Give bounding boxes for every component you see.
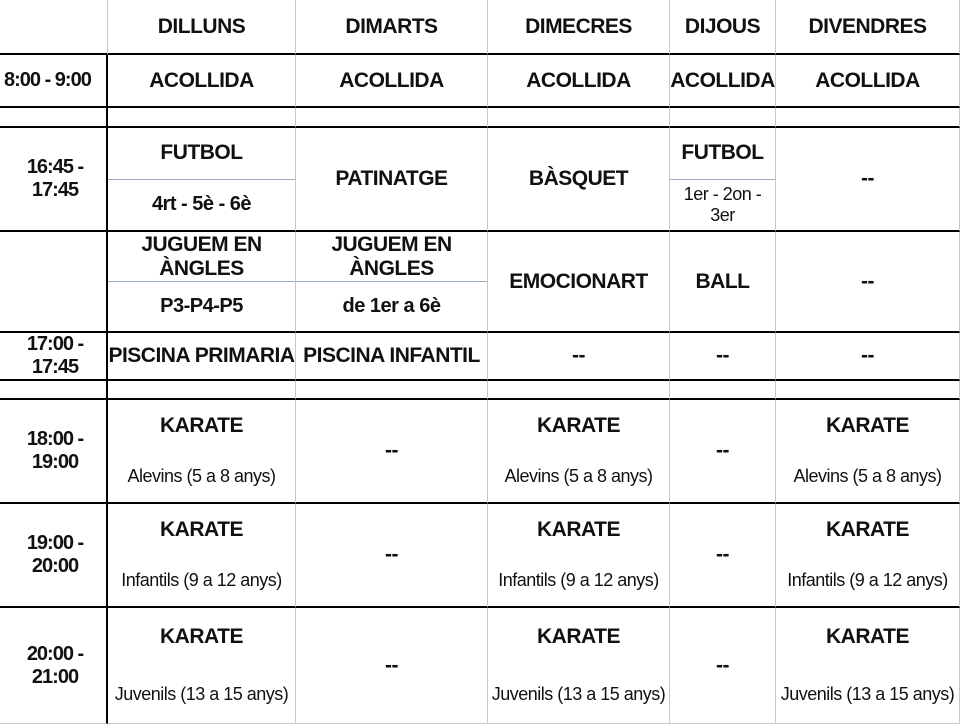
time-cell[interactable]: 16:45 - 17:45 (0, 128, 108, 232)
activity-cell-karate[interactable] (108, 608, 296, 724)
activity-subtitle: 4rt - 5è - 6è (151, 193, 252, 216)
activity-cell[interactable]: -- (776, 333, 960, 381)
activity-title: FUTBOL (108, 128, 295, 180)
activity-cell[interactable]: BÀSQUET (488, 128, 670, 232)
activity-cell[interactable]: PISCINA PRIMARIA (108, 333, 296, 381)
spacer-cell[interactable] (108, 381, 296, 400)
activity-cell-karate[interactable] (108, 504, 296, 608)
activity-cell-karate[interactable] (488, 504, 670, 608)
spacer-cell[interactable] (296, 108, 488, 128)
activity-cell[interactable]: -- (488, 333, 670, 381)
time-cell[interactable]: 8:00 - 9:00 (0, 55, 108, 108)
activity-title: KARATE (160, 517, 243, 541)
header-thursday[interactable]: DIJOUS (670, 0, 776, 55)
activity-title: JUGUEM EN ÀNGLES (296, 232, 487, 282)
activity-title: KARATE (537, 413, 620, 437)
activity-title: KARATE (537, 517, 620, 541)
activity-cell[interactable]: PATINATGE (296, 128, 488, 232)
activity-subtitle: Juvenils (13 a 15 anys) (114, 683, 289, 704)
activity-title: KARATE (826, 517, 909, 541)
spacer-cell[interactable] (296, 381, 488, 400)
activity-title: KARATE (826, 413, 909, 437)
spacer-cell[interactable] (776, 108, 960, 128)
activity-subtitle: P3-P4-P5 (160, 295, 243, 317)
activity-subtitle: 1er - 2on - 3er (683, 183, 762, 225)
activity-title: JUGUEM EN ÀNGLES (108, 232, 295, 282)
activity-cell-karate[interactable] (776, 400, 960, 504)
activity-cell-futbol[interactable] (108, 128, 296, 232)
spacer-cell[interactable] (776, 381, 960, 400)
activity-cell-karate[interactable] (776, 504, 960, 608)
activity-cell[interactable]: PISCINA INFANTIL (296, 333, 488, 381)
activity-cell[interactable]: -- (296, 400, 488, 504)
activity-cell-karate[interactable] (488, 400, 670, 504)
activity-cell[interactable]: ACOLLIDA (776, 55, 960, 108)
time-cell[interactable]: 19:00 - 20:00 (0, 504, 108, 608)
activity-cell[interactable]: -- (776, 128, 960, 232)
activity-title: KARATE (826, 624, 909, 648)
activity-subtitle: Juvenils (13 a 15 anys) (780, 683, 955, 704)
activity-cell-karate[interactable] (488, 608, 670, 724)
header-monday[interactable]: DILLUNS (108, 0, 296, 55)
spacer-cell[interactable] (0, 108, 108, 128)
activity-cell[interactable]: -- (296, 608, 488, 724)
activity-cell[interactable]: -- (296, 504, 488, 608)
activity-title: FUTBOL (670, 128, 775, 180)
activity-cell-karate[interactable] (108, 400, 296, 504)
activity-cell-angles[interactable] (108, 232, 296, 333)
activity-cell[interactable]: -- (670, 608, 776, 724)
spacer-cell[interactable] (0, 381, 108, 400)
spacer-cell[interactable] (488, 108, 670, 128)
activity-subtitle: de 1er a 6è (342, 295, 441, 317)
activity-title: KARATE (537, 624, 620, 648)
activity-title: KARATE (160, 624, 243, 648)
spacer-cell[interactable] (488, 381, 670, 400)
time-cell[interactable]: 17:00 - 17:45 (0, 333, 108, 381)
activity-cell[interactable]: -- (670, 400, 776, 504)
spacer-cell[interactable] (670, 381, 776, 400)
header-friday[interactable]: DIVENDRES (776, 0, 960, 55)
activity-cell[interactable]: EMOCIONART (488, 232, 670, 333)
header-tuesday[interactable]: DIMARTS (296, 0, 488, 55)
activity-cell[interactable]: ACOLLIDA (296, 55, 488, 108)
activity-cell[interactable]: ACOLLIDA (488, 55, 670, 108)
activity-title: KARATE (160, 413, 243, 437)
header-wednesday[interactable]: DIMECRES (488, 0, 670, 55)
activity-cell-futbol[interactable] (670, 128, 776, 232)
spacer-cell[interactable] (670, 108, 776, 128)
activity-subtitle: Infantils (9 a 12 anys) (121, 570, 282, 590)
time-cell[interactable]: 20:00 - 21:00 (0, 608, 108, 724)
corner-cell[interactable] (0, 0, 108, 55)
activity-cell[interactable]: -- (776, 232, 960, 333)
activity-cell[interactable]: BALL (670, 232, 776, 333)
time-cell[interactable]: 18:00 - 19:00 (0, 400, 108, 504)
activity-subtitle: Alevins (5 a 8 anys) (793, 466, 942, 486)
activity-cell[interactable]: ACOLLIDA (108, 55, 296, 108)
activity-cell[interactable]: -- (670, 333, 776, 381)
time-cell[interactable] (0, 232, 108, 333)
activity-subtitle: Alevins (5 a 8 anys) (504, 466, 653, 486)
activity-cell-angles[interactable] (296, 232, 488, 333)
activity-subtitle: Infantils (9 a 12 anys) (498, 570, 659, 590)
activity-subtitle: Alevins (5 a 8 anys) (127, 466, 276, 486)
activity-cell-karate[interactable] (776, 608, 960, 724)
spacer-cell[interactable] (108, 108, 296, 128)
activity-subtitle: Juvenils (13 a 15 anys) (491, 683, 666, 704)
activity-cell[interactable]: -- (670, 504, 776, 608)
activity-subtitle: Infantils (9 a 12 anys) (787, 570, 948, 590)
activity-cell[interactable]: ACOLLIDA (670, 55, 776, 108)
